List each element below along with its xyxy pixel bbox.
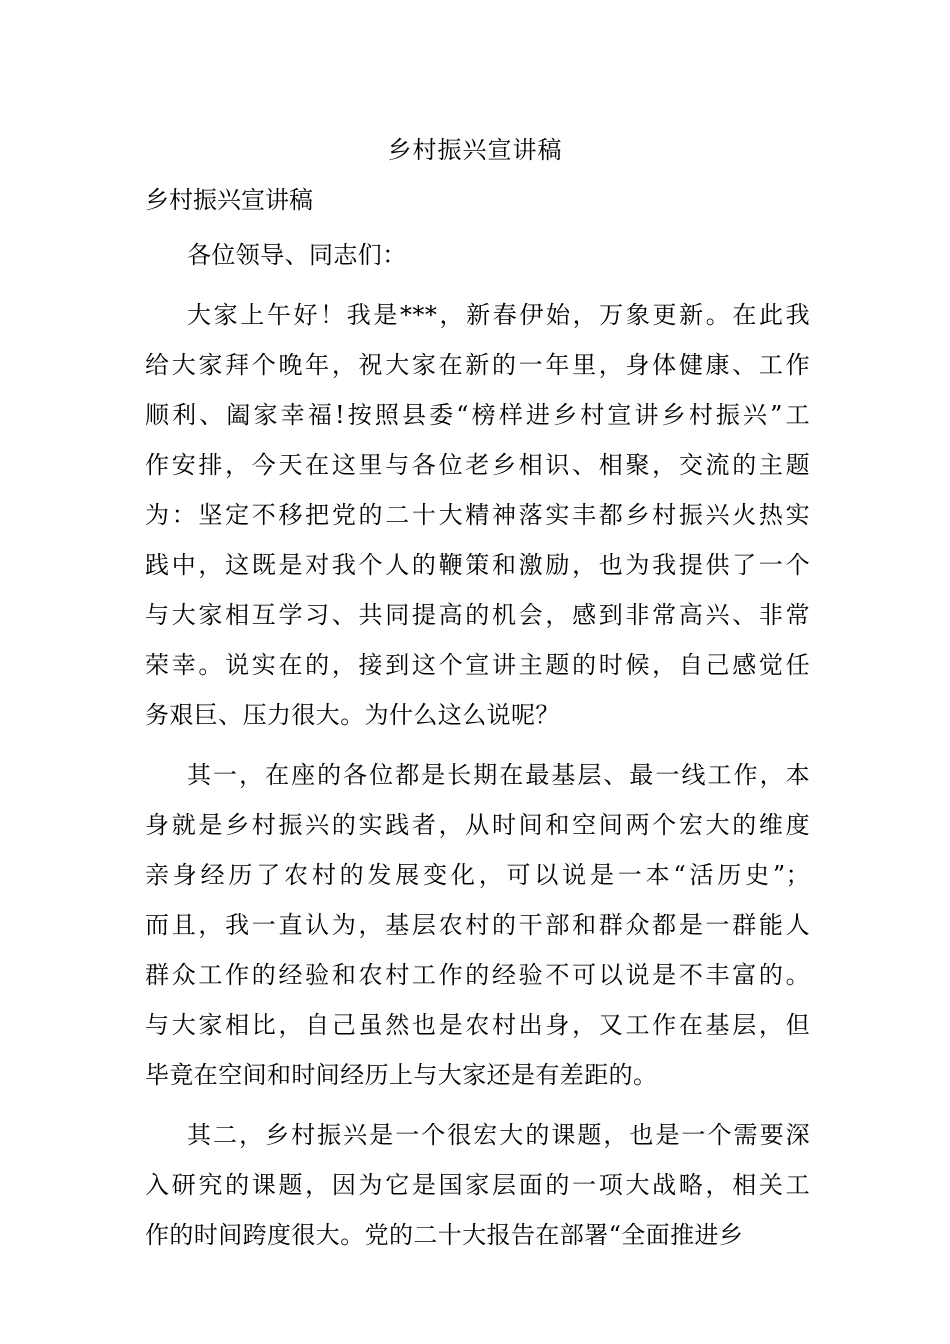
paragraph-point-one bbox=[145, 750, 810, 1100]
document-title: 乡村振兴宣讲稿 bbox=[387, 136, 563, 164]
paragraph-intro bbox=[145, 290, 810, 740]
paragraph-line: 大家上午好！我是***，新春伊始，万象更新。在此我 bbox=[187, 301, 810, 329]
paragraph-line: 为：坚定不移把党的二十大精神落实丰都乡村振兴火热实 bbox=[145, 501, 810, 529]
paragraph-line: 荣幸。说实在的，接到这个宣讲主题的时候，自己感觉任 bbox=[145, 651, 810, 679]
paragraph-line: 各位领导、同志们： bbox=[187, 241, 407, 269]
paragraph-line: 给大家拜个晚年，祝大家在新的一年里，身体健康、工作 bbox=[145, 351, 810, 379]
paragraph-line: 群众工作的经验和农村工作的经验不可以说是不丰富的。 bbox=[145, 961, 810, 989]
paragraph-line: 其二，乡村振兴是一个很宏大的课题，也是一个需要深 bbox=[187, 1121, 810, 1149]
paragraph-line: 身就是乡村振兴的实践者，从时间和空间两个宏大的维度 bbox=[145, 811, 810, 839]
paragraph-greeting bbox=[145, 230, 810, 280]
paragraph-line: 亲身经历了农村的发展变化，可以说是一本“活历史”； bbox=[145, 861, 810, 889]
paragraph-line: 其一，在座的各位都是长期在最基层、最一线工作，本 bbox=[187, 761, 810, 789]
paragraph-line: 与大家相互学习、共同提高的机会，感到非常高兴、非常 bbox=[145, 601, 810, 629]
paragraph-line: 入研究的课题，因为它是国家层面的一项大战略，相关工 bbox=[145, 1171, 810, 1199]
paragraph-line: 务艰巨、压力很大。为什么这么说呢？ bbox=[145, 701, 560, 729]
paragraph-line: 作的时间跨度很大。党的二十大报告在部署“全面推进乡 bbox=[145, 1221, 744, 1249]
paragraph-line: 践中，这既是对我个人的鞭策和激励，也为我提供了一个 bbox=[145, 551, 810, 579]
document-body bbox=[145, 180, 810, 1270]
paragraph-line: 而且，我一直认为，基层农村的干部和群众都是一群能人 bbox=[145, 911, 810, 939]
paragraph-line: 作安排，今天在这里与各位老乡相识、相聚，交流的主题 bbox=[145, 451, 810, 479]
document-subtitle: 乡村振兴宣讲稿 bbox=[145, 186, 313, 214]
paragraph-line: 与大家相比，自己虽然也是农村出身，又工作在基层，但 bbox=[145, 1011, 810, 1039]
paragraph-line: 毕竟在空间和时间经历上与大家还是有差距的。 bbox=[145, 1061, 658, 1089]
paragraph-line: 顺利、阖家幸福!按照县委“榜样进乡村宣讲乡村振兴”工 bbox=[145, 401, 810, 429]
paragraph-point-two bbox=[145, 1110, 810, 1260]
